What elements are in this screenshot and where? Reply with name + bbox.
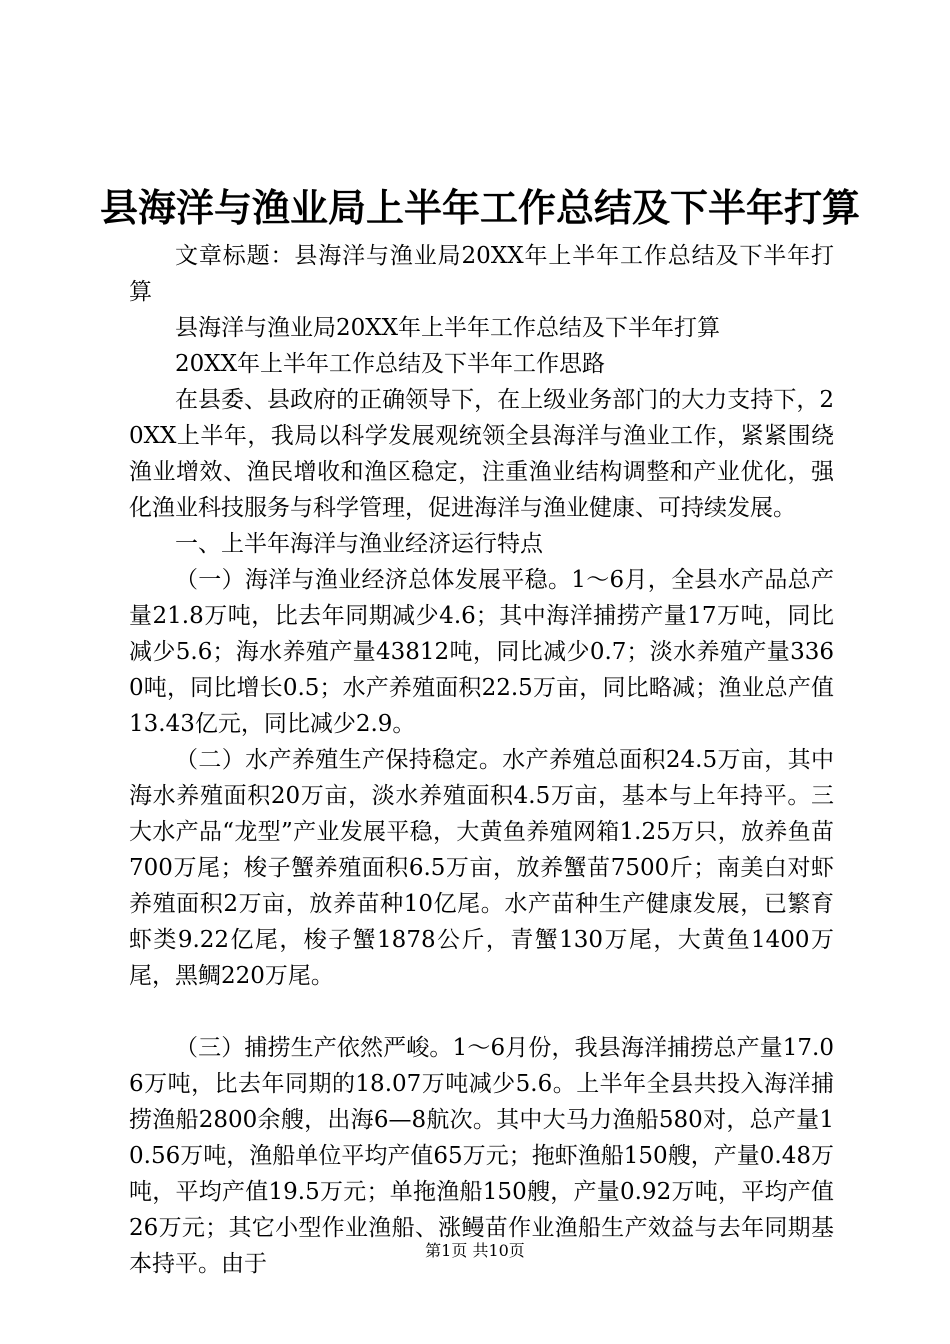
paragraph-aquaculture: （二）水产养殖生产保持稳定。水产养殖总面积24.5万亩，其中海水养殖面积20万亩，淡水养殖面积4.5万亩，基本与上年持平。三大水产品“龙型”产业发展平稳，大黄鱼养殖网箱1.25万只，放养鱼苗700万尾；梭子蟹养殖面积6.5万亩，放养蟹苗7500斤；南美白对虾养殖面积2万亩，放养苗种10亿尾。水产苗种生产健康发展，已繁育虾类9.22亿尾，梭子蟹1878公斤，青蟹130万尾，大黄鱼1400万尾，黑鲷220万尾。 [129,747,834,989]
subtitle-line: 县海洋与渔业局20XX年上半年工作总结及下半年打算 [175,315,721,341]
paragraph-overall-development: （一）海洋与渔业经济总体发展平稳。1～6月，全县水产品总产量21.8万吨，比去年同期减少4.6；其中海洋捕捞产量17万吨，同比减少5.6；海水养殖产量43812吨，同比减少0.7；淡水养殖产量3360吨，同比增长0.5；水产养殖面积22.5万亩，同比略减；渔业总产值13.43亿元，同比减少2.9。 [129,567,834,737]
section-heading-line: 20XX年上半年工作总结及下半年工作思路 [175,351,606,377]
page-footer: 第1页 共10页 [425,1241,525,1260]
document-body [129,238,834,1282]
paragraph-fishing: （三）捕捞生产依然严峻。1～6月份，我县海洋捕捞总产量17.06万吨，比去年同期的18.07万吨减少5.6。上半年全县共投入海洋捕捞渔船2800余艘，出海6—8航次。其中大马力渔船580对，总产量10.56万吨，渔船单位平均产值65万元；拖虾渔船150艘，产量0.48万吨，平均产值19.5万元；单拖渔船150艘，产量0.92万吨，平均产值26万元；其它小型作业渔船、涨鳗苗作业渔船生产效益与去年同期基本持平。由于 [129,1035,834,1277]
section-one-heading: 一、上半年海洋与渔业经济运行特点 [175,531,543,557]
article-title-line: 文章标题：县海洋与渔业局20XX年上半年工作总结及下半年打算 [129,243,834,305]
intro-paragraph: 在县委、县政府的正确领导下，在上级业务部门的大力支持下，20XX上半年，我局以科学发展观统领全县海洋与渔业工作，紧紧围绕渔业增效、渔民增收和渔区稳定，注重渔业结构调整和产业优化，强化渔业科技服务与科学管理，促进海洋与渔业健康、可持续发展。 [129,387,834,521]
document-title: 县海洋与渔业局上半年工作总结及下半年打算 [100,186,861,230]
